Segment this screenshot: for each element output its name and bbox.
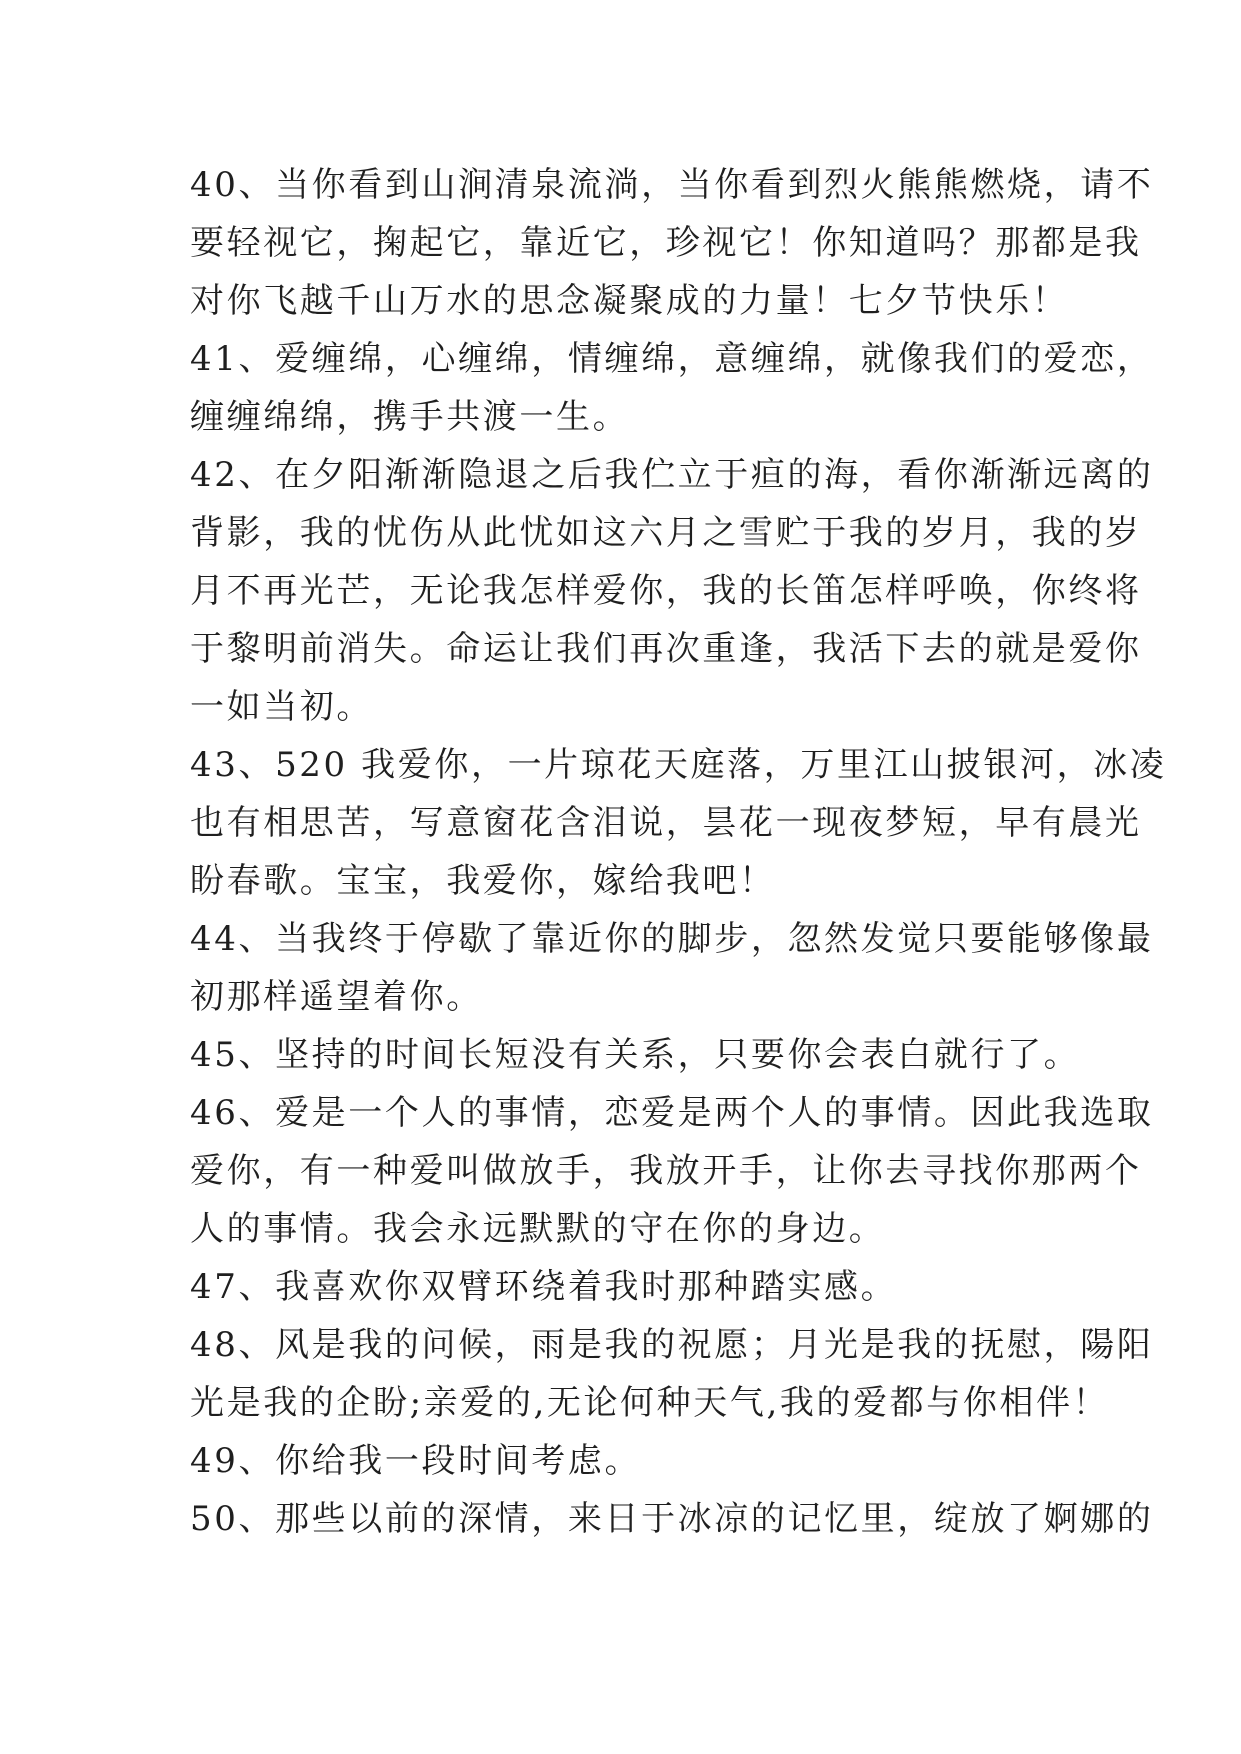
paragraph-item-42 [190,446,1154,736]
paragraph-line: 42、在夕阳渐渐隐退之后我伫立于疸的海，看你渐渐远离的 [190,455,1154,495]
paragraph-line: 月不再光芒，无论我怎样爱你，我的长笛怎样呼唤，你终将 [190,571,1142,611]
paragraph-line: 45、坚持的时间长短没有关系，只要你会表白就行了。 [190,1035,1081,1075]
paragraph-item-40 [190,156,1154,330]
paragraph-line: 也有相思苦，写意窗花含泪说，昙花一现夜梦短，早有晨光 [190,803,1142,843]
paragraph-line: 49、你给我一段时间考虑。 [190,1441,642,1481]
paragraph-line: 一如当初。 [190,687,373,727]
paragraph-item-48 [190,1316,1154,1432]
paragraph-item-41 [190,330,1154,446]
paragraph-line: 44、当我终于停歇了靠近你的脚步，忽然发觉只要能够像最 [190,919,1154,959]
paragraph-item-44 [190,910,1154,1026]
paragraph-item-45 [190,1026,1081,1084]
paragraph-line: 于黎明前消失。命运让我们再次重逢，我活下去的就是爱你 [190,629,1142,669]
paragraph-line: 46、爱是一个人的事情，恋爱是两个人的事情。因此我选取 [190,1093,1154,1133]
paragraph-line: 光是我的企盼;亲爱的,无论何种天气,我的爱都与你相伴！ [190,1383,1110,1423]
paragraph-line: 要轻视它，掬起它，靠近它，珍视它！你知道吗？那都是我 [190,223,1142,263]
paragraph-line: 对你飞越千山万水的思念凝聚成的力量！七夕节快乐！ [190,281,1069,321]
paragraph-line: 背影，我的忧伤从此忧如这六月之雪贮于我的岁月，我的岁 [190,513,1142,553]
paragraph-item-46 [190,1084,1154,1258]
paragraph-line: 47、我喜欢你双臂环绕着我时那种踏实感。 [190,1267,898,1307]
paragraph-line: 初那样遥望着你。 [190,977,483,1017]
paragraph-line: 盼春歌。宝宝，我爱你，嫁给我吧！ [190,861,776,901]
document-body [190,156,1167,1548]
paragraph-line: 43、520 我爱你，一片琼花天庭落，万里江山披银河，冰凌 [190,745,1167,785]
paragraph-line: 40、当你看到山涧清泉流淌，当你看到烈火熊熊燃烧，请不 [190,165,1154,205]
paragraph-item-43 [190,736,1167,910]
paragraph-item-49 [190,1432,1065,1490]
paragraph-line: 48、风是我的问候，雨是我的祝愿；月光是我的抚慰，陽阳 [190,1325,1154,1365]
paragraph-line: 人的事情。我会永远默默的守在你的身边。 [190,1209,886,1249]
paragraph-item-47 [190,1258,1065,1316]
paragraph-line: 50、那些以前的深情，来日于冰凉的记忆里，绽放了婀娜的 [190,1499,1154,1539]
paragraph-line: 41、爱缠绵，心缠绵，情缠绵，意缠绵，就像我们的爱恋， [190,339,1154,379]
paragraph-item-50 [190,1490,1154,1548]
paragraph-line: 爱你，有一种爱叫做放手，我放开手，让你去寻找你那两个 [190,1151,1142,1191]
paragraph-line: 缠缠绵绵，携手共渡一生。 [190,397,630,437]
